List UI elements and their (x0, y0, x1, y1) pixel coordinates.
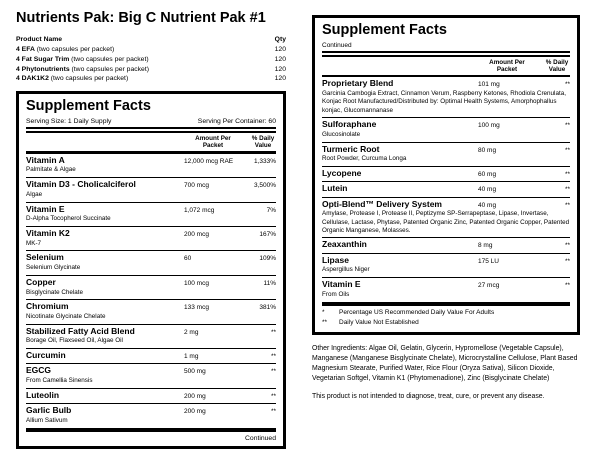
nutrient-name: Vitamin K2 (26, 227, 70, 238)
footnote-text: Percentage US Recommended Daily Value For Adults (339, 308, 495, 316)
product-name: 4 Fat Sugar Trim (two capsules per packet) (16, 55, 149, 63)
nutrient-name: Selenium (26, 252, 64, 263)
nutrient-daily-value: 7% (266, 206, 276, 214)
product-table (16, 35, 286, 84)
nutrient-row (26, 154, 276, 177)
nutrient-amount: 700 mcg (184, 182, 209, 190)
nutrient-source: Bisglycinate Chelate (26, 288, 84, 296)
nutrient-amount: 1 mg (184, 353, 199, 361)
nutrient-row (322, 197, 570, 238)
nutrient-source: Amylase, Protease I, Protease II, Peptizyme SP-Serrapeptase, Lipase, Invertase, Cellulase, Lactase, Phytase, Patented Organic Zinc, Patented Organic Copper, Patented Organic Manganese, Molasses. (322, 210, 570, 234)
product-row (16, 55, 286, 65)
nutrient-daily-value: ** (270, 328, 276, 336)
nutrient-row (322, 166, 570, 181)
footnotes (322, 306, 570, 329)
daily-value-header: % Daily Value (251, 135, 275, 150)
nutrient-name: Vitamin E (26, 203, 65, 214)
nutrient-amount: 200 mg (184, 408, 206, 416)
nutrient-row (26, 348, 276, 363)
nutrient-amount: 133 mcg (184, 304, 209, 312)
nutrient-row (26, 363, 276, 387)
servings-per-container: Serving Per Container: 60 (197, 118, 276, 126)
nutrient-daily-value: ** (270, 392, 276, 400)
product-qty: 120 (274, 45, 286, 53)
nutrient-source: Aspergillus Niger (322, 266, 370, 274)
nutrient-source: Borage Oil, Flaxseed Oil, Algae Oil (26, 337, 123, 345)
nutrient-source: D-Alpha Tocopherol Succinate (26, 215, 111, 223)
amount-per-packet-header: Amount Per Packet (489, 58, 525, 73)
product-table-header (16, 35, 286, 45)
qty-header: Qty (274, 36, 286, 43)
nutrient-name: Garlic Bulb (26, 405, 72, 416)
product-name-header: Product Name (16, 36, 63, 43)
nutrient-daily-value: ** (270, 368, 276, 376)
nutrient-source: Root Powder, Curcuma Longa (322, 155, 407, 163)
product-rows (16, 45, 286, 84)
nutrient-amount: 40 mg (478, 201, 497, 209)
nutrient-amount: 100 mcg (184, 279, 209, 287)
product-row (16, 65, 286, 75)
nutrient-source: Glucosinolate (322, 130, 361, 138)
product-name: 4 Phytonutrients (two capsules per packet) (16, 65, 149, 73)
nutrient-name: Proprietary Blend (322, 78, 394, 89)
nutrient-amount: 200 mg (184, 392, 206, 400)
nutrient-name: Stabilized Fatty Acid Blend (26, 325, 135, 336)
nutrient-daily-value: 11% (263, 279, 276, 287)
nutrient-row (322, 253, 570, 277)
nutrient-rows (26, 154, 276, 428)
nutrient-name: Curcumin (26, 350, 66, 361)
nutrient-amount: 80 mg (478, 146, 497, 154)
column-headers (322, 57, 570, 75)
nutrient-source: From Camellia Sinensis (26, 377, 93, 385)
daily-value-header: % Daily Value (545, 58, 569, 73)
nutrient-row (26, 324, 276, 348)
right-column (312, 15, 580, 401)
nutrient-source: Garcinia Cambogia Extract, Cinnamon Verum, Raspberry Ketones, Rhodiola Crenulata, Konjac Root Manufactured/Distributed by: Optimal Health Systems, Amorphophallus konjac, Glucomannanase (322, 90, 566, 114)
nutrient-amount: 8 mg (478, 242, 493, 250)
serving-info (26, 118, 276, 127)
nutrient-name: Opti-Blend™ Delivery System (322, 198, 442, 209)
nutrient-rows (322, 77, 570, 301)
nutrient-source: MK-7 (26, 239, 42, 247)
nutrient-daily-value: ** (564, 122, 570, 130)
nutrient-amount: 1,072 mcg (184, 206, 215, 214)
footnote-symbol: ** (322, 318, 328, 326)
nutrient-amount: 40 mg (478, 186, 497, 194)
nutrient-daily-value: ** (564, 257, 570, 265)
nutrient-row (322, 277, 570, 301)
nutrient-daily-value: 109% (259, 255, 276, 263)
nutrient-source: Palmitate & Algae (26, 166, 76, 174)
nutrient-name: Lycopene (322, 168, 362, 179)
nutrient-row (26, 299, 276, 323)
nutrient-amount: 27 mcg (478, 282, 500, 290)
supplement-facts-panel-right (312, 15, 580, 335)
product-row (16, 45, 286, 55)
nutrient-daily-value: 381% (259, 304, 276, 312)
nutrient-row (26, 177, 276, 201)
nutrient-source: Selenium Glycinate (26, 264, 81, 272)
supplement-facts-panel-left (16, 91, 286, 448)
nutrient-amount: 500 mg (184, 368, 206, 376)
product-name: 4 DAK1K2 (two capsules per packet) (16, 75, 129, 83)
nutrient-row (322, 117, 570, 141)
nutrient-name: Chromium (26, 301, 69, 312)
nutrient-source: From Oils (322, 290, 350, 298)
nutrient-row (26, 202, 276, 226)
continued-note: Continued (245, 434, 276, 442)
product-qty: 120 (274, 75, 286, 83)
left-column (16, 10, 286, 449)
serving-size: Serving Size: 1 Daily Supply (26, 118, 112, 126)
nutrient-amount: 200 mcg (184, 230, 209, 238)
product-qty: 120 (274, 65, 286, 73)
nutrient-daily-value: ** (564, 242, 570, 250)
nutrient-source: Allium Sativum (26, 416, 68, 424)
nutrient-daily-value: ** (564, 201, 570, 209)
nutrient-amount: 101 mg (478, 81, 500, 89)
nutrient-amount: 175 LU (478, 257, 499, 265)
footnote-text: Daily Value Not Established (339, 318, 419, 326)
nutrient-row (26, 403, 276, 427)
nutrient-name: Vitamin D3 - Cholicalciferol (26, 179, 136, 190)
nutrient-daily-value: 3,500% (253, 182, 276, 190)
product-name: 4 EFA (two capsules per packet) (16, 45, 115, 53)
nutrient-daily-value: ** (564, 146, 570, 154)
nutrient-name: Sulforaphane (322, 119, 377, 130)
nutrient-row (26, 250, 276, 274)
disclaimer: This product is not intended to diagnose, treat, cure, or prevent any disease. (312, 392, 545, 400)
nutrient-name: Lutein (322, 183, 348, 194)
amount-per-packet-header: Amount Per Packet (195, 135, 231, 150)
supplement-facts-title: Supplement Facts (26, 98, 151, 115)
nutrient-row (322, 142, 570, 166)
nutrient-daily-value: ** (270, 408, 276, 416)
nutrient-daily-value: ** (564, 171, 570, 179)
nutrient-amount: 2 mg (184, 328, 199, 336)
column-headers (26, 133, 276, 151)
nutrient-daily-value: ** (564, 282, 570, 290)
nutrient-name: Vitamin A (26, 154, 65, 165)
nutrient-source: Algae (26, 190, 43, 198)
nutrient-daily-value: ** (270, 353, 276, 361)
page-title: Nutrients Pak: Big C Nutrient Pak #1 (16, 10, 266, 26)
nutrient-name: Luteolin (26, 389, 60, 400)
nutrient-name: Copper (26, 276, 56, 287)
nutrient-row (26, 226, 276, 250)
nutrient-source: Nicotinate Glycinate Chelate (26, 313, 106, 321)
footnote (322, 318, 570, 328)
nutrient-row (26, 275, 276, 299)
product-row (16, 74, 286, 84)
nutrient-name: Vitamin E (322, 279, 361, 290)
nutrient-daily-value: 1,333% (253, 157, 276, 165)
nutrient-amount: 60 mg (478, 171, 497, 179)
nutrient-amount: 60 (184, 255, 192, 263)
nutrient-row (322, 77, 570, 117)
nutrient-row (26, 388, 276, 403)
product-qty: 120 (274, 55, 286, 63)
continued-subtitle: Continued (322, 41, 352, 49)
nutrient-row (322, 237, 570, 252)
nutrient-daily-value: 167% (259, 230, 276, 238)
nutrient-name: Lipase (322, 254, 349, 265)
nutrient-daily-value: ** (564, 81, 570, 89)
footnote-symbol: * (322, 308, 325, 316)
nutrient-amount: 100 mg (478, 122, 500, 130)
other-ingredients: Other Ingredients: Algae Oil, Gelatin, Glycerin, Hypromellose (Vegetable Capsule), Manganese (Manganese Bisglycinate Chelate), Microcrystalline Cellulose, Plant Based Magnesium Stearate, Purified Water, Rice Flour (Oryza Sativa), Silicon Dioxide, Vegetarian Softgel, Vitamin K1 (Phytomenadione), Zinc (Bisglycinate Chelate) (312, 345, 578, 382)
footnote (322, 308, 570, 318)
nutrient-daily-value: ** (564, 186, 570, 194)
nutrient-name: EGCG (26, 365, 52, 376)
nutrient-amount: 12,000 mcg RAE (184, 157, 234, 165)
nutrient-name: Turmeric Root (322, 143, 380, 154)
nutrient-name: Zeaxanthin (322, 239, 367, 250)
nutrient-row (322, 181, 570, 196)
supplement-facts-title: Supplement Facts (322, 22, 447, 38)
